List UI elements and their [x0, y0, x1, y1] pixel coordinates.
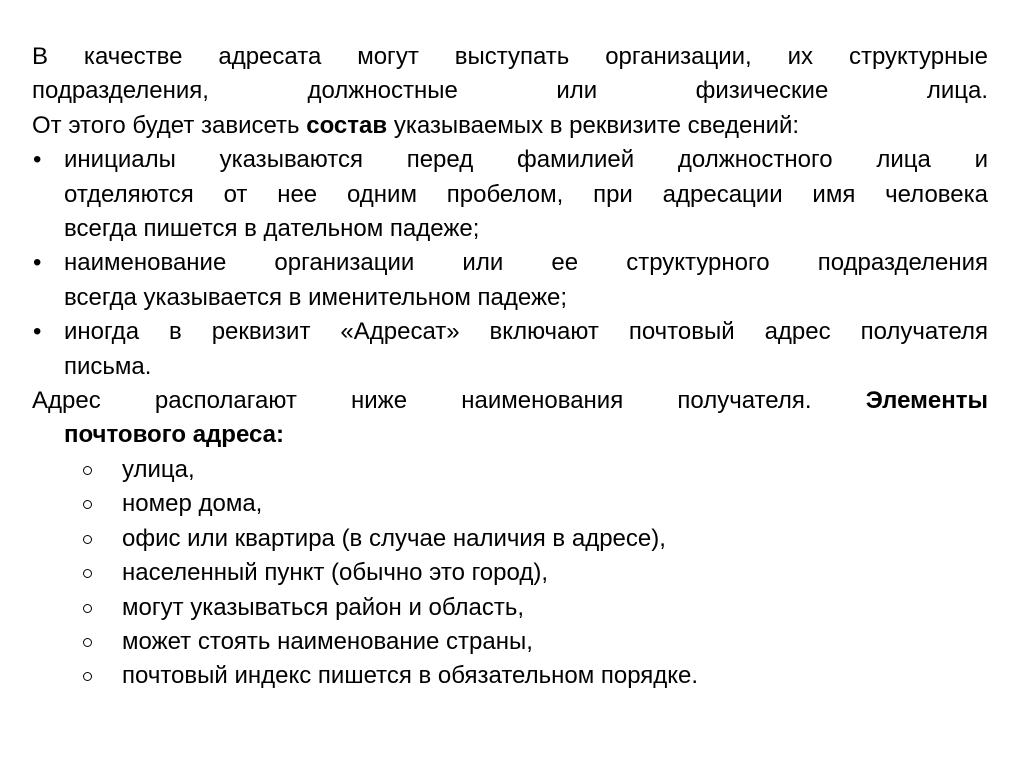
filled-bullet-icon: • — [33, 146, 42, 174]
list-item-label: улица, — [122, 455, 195, 483]
bullet-body — [64, 143, 988, 246]
open-circle-bullet-icon — [82, 522, 122, 556]
list-item-label: населенный пункт (обычно это город), — [122, 559, 548, 587]
intro-line-3-text: От этого будет зависеть — [32, 111, 300, 139]
bullet-line: всегда пишется в дательном падеже; — [64, 215, 480, 243]
open-circle-bullet-icon — [82, 487, 122, 521]
intro-line-1: В качестве адресата могут выступать организации, их структурные — [32, 43, 988, 70]
list-item — [32, 453, 988, 487]
open-circle-shape — [83, 638, 92, 647]
list-item — [32, 659, 988, 693]
address-line-2 — [32, 418, 988, 452]
open-circle-bullet-icon — [82, 659, 122, 693]
list-item-label: почтовый индекс пишется в обязательном порядке. — [122, 662, 699, 690]
open-circle-shape — [83, 672, 92, 681]
open-circle-bullet-icon — [82, 625, 122, 659]
address-line-1-bold-word: Элементы — [865, 387, 988, 415]
address-line-2-bold: почтового адреса: — [64, 421, 284, 449]
list-item-label: номер дома, — [122, 490, 263, 518]
address-paragraph — [32, 384, 988, 453]
postal-address-elements-list — [32, 453, 988, 694]
list-item — [32, 522, 988, 556]
address-line-1 — [32, 384, 988, 418]
list-item-label: может стоять наименование страны, — [122, 627, 533, 655]
list-item — [32, 591, 988, 625]
list-item — [32, 487, 988, 521]
intro-line-3 — [32, 109, 988, 143]
intro-line-2: подразделения, должностные или физические лица. — [32, 77, 988, 105]
open-circle-shape — [83, 466, 92, 475]
bullet-line: иногда в реквизит «Адресат» включают почтовый адрес получателя — [64, 318, 988, 346]
filled-bullet-icon: • — [33, 249, 42, 277]
bullet-line: отделяются от нее одним пробелом, при адресации имя человека — [64, 180, 988, 208]
bullet-item-postal-address — [32, 315, 988, 384]
intro-line-3-bold-word: состав — [306, 111, 388, 139]
open-circle-shape — [83, 604, 92, 613]
open-circle-bullet-icon — [82, 453, 122, 487]
bullet-body — [64, 315, 988, 384]
list-item — [32, 556, 988, 590]
bullet-line: наименование организации или ее структурного подразделения — [64, 249, 988, 277]
open-circle-shape — [83, 569, 92, 578]
list-item-label: могут указываться район и область, — [122, 593, 525, 621]
list-item-label: офис или квартира (в случае наличия в адресе), — [122, 524, 666, 552]
open-circle-shape — [83, 535, 92, 544]
open-circle-shape — [83, 500, 92, 509]
list-item — [32, 625, 988, 659]
open-circle-bullet-icon — [82, 556, 122, 590]
bullet-item-initials — [32, 143, 988, 246]
intro-paragraph — [32, 40, 988, 143]
intro-line-3-tail: указываемых в реквизите сведений: — [393, 111, 800, 139]
open-circle-bullet-icon — [82, 591, 122, 625]
bullet-line: письма. — [64, 352, 152, 380]
address-line-1-text: Адрес располагают ниже наименования получателя. — [32, 387, 812, 415]
bullet-body — [64, 246, 988, 315]
bullet-line: инициалы указываются перед фамилией должностного лица и — [64, 146, 988, 174]
bullet-line: всегда указывается в именительном падеже; — [64, 283, 568, 311]
bullet-item-org-name — [32, 246, 988, 315]
filled-bullet-icon: • — [33, 318, 42, 346]
